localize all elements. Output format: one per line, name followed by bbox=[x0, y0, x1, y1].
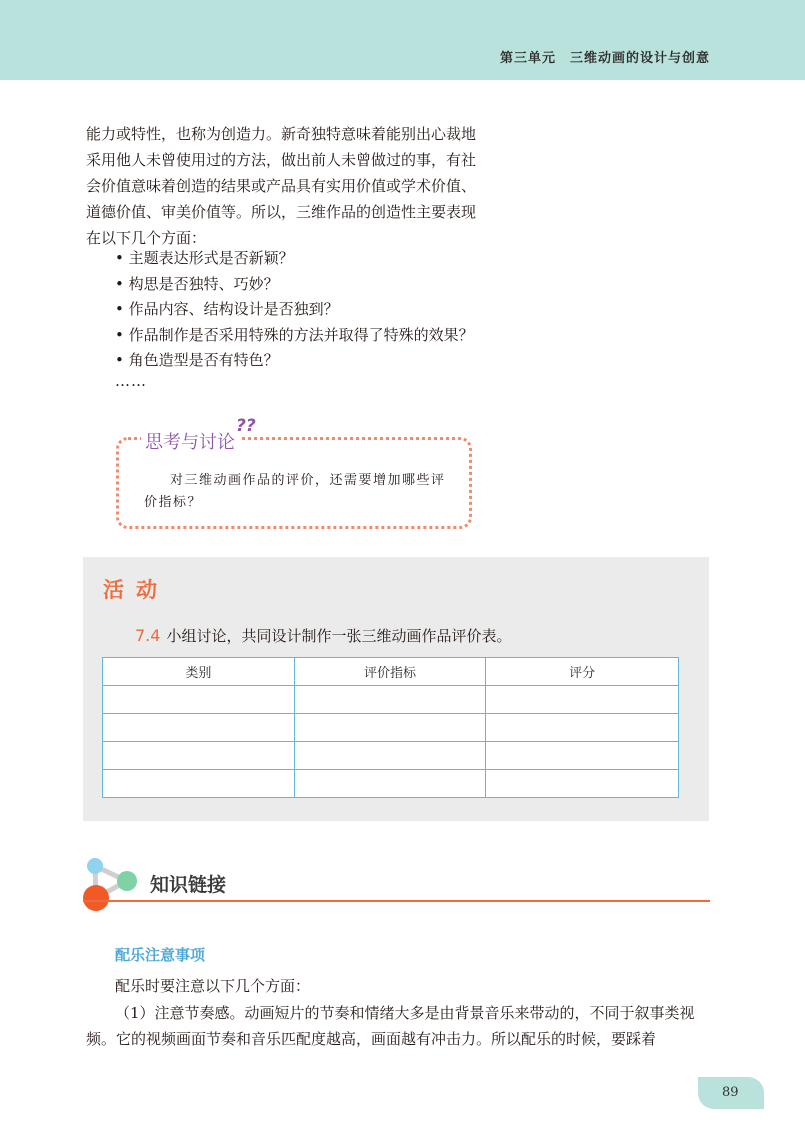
column-header: 评价指标 bbox=[294, 658, 486, 686]
unit-title: 第三单元 三维动画的设计与创意 bbox=[499, 51, 710, 66]
intro-paragraph bbox=[86, 121, 526, 251]
table-row bbox=[103, 686, 679, 714]
task-text: 小组讨论，共同设计制作一张三维动画作品评价表。 bbox=[166, 627, 512, 645]
paragraph: 配乐时要注意以下几个方面： bbox=[115, 977, 311, 995]
table-cell[interactable] bbox=[103, 742, 295, 770]
header-band bbox=[0, 0, 805, 80]
activity-task bbox=[135, 625, 511, 646]
activity-title: 活动 bbox=[103, 578, 169, 602]
table-cell[interactable] bbox=[103, 714, 295, 742]
table-header-row bbox=[103, 658, 679, 686]
question-marks-icon: ?? bbox=[236, 416, 256, 436]
intro-line: 采用他人未曾使用过的方法，做出前人未曾做过的事，有社 bbox=[86, 151, 477, 169]
table-cell[interactable] bbox=[486, 686, 679, 714]
section-subheading: 配乐注意事项 bbox=[115, 946, 206, 964]
knowledge-link-icon bbox=[80, 853, 142, 915]
page-number: 89 bbox=[722, 1085, 739, 1100]
table-cell[interactable] bbox=[294, 714, 486, 742]
column-header: 类别 bbox=[103, 658, 295, 686]
list-item: • 主题表达形式是否新颖？ bbox=[115, 246, 474, 272]
list-item: • 构思是否独特、巧妙？ bbox=[115, 272, 474, 298]
table-cell[interactable] bbox=[486, 742, 679, 770]
intro-line: 道德价值、审美价值等。所以，三维作品的创造性主要表现 bbox=[86, 203, 477, 221]
evaluation-table bbox=[102, 657, 679, 798]
criteria-list bbox=[115, 246, 474, 374]
intro-line: 能力或特性，也称为创造力。新奇独特意味着能别出心裁地 bbox=[86, 125, 477, 143]
list-item: • 角色造型是否有特色？ bbox=[115, 348, 474, 374]
divider bbox=[83, 900, 710, 902]
table-cell[interactable] bbox=[294, 686, 486, 714]
table-cell[interactable] bbox=[486, 770, 679, 798]
knowledge-link-title: 知识链接 bbox=[150, 874, 227, 896]
table-cell[interactable] bbox=[103, 770, 295, 798]
list-item: • 作品内容、结构设计是否独到？ bbox=[115, 297, 474, 323]
table-cell[interactable] bbox=[103, 686, 295, 714]
table-row bbox=[103, 714, 679, 742]
table-cell[interactable] bbox=[486, 714, 679, 742]
intro-line: 会价值意味着创造的结果或产品具有实用价值或学术价值、 bbox=[86, 177, 477, 195]
intro-line: 在以下几个方面： bbox=[86, 229, 207, 247]
table-row bbox=[103, 770, 679, 798]
paragraph: （1）注意节奏感。动画短片的节奏和情绪大多是由背景音乐来带动的，不同于叙事类视频。它的视频画面节奏和音乐匹配度越高，画面越有冲击力。所以配乐的时候，要踩着 bbox=[86, 1004, 695, 1048]
list-item: • 作品制作是否采用特殊的方法并取得了特殊的效果？ bbox=[115, 323, 474, 349]
think-discuss-title: 思考与讨论 bbox=[141, 428, 239, 454]
think-discuss-text: 对三维动画作品的评价，还需要增加哪些评价指标？ bbox=[144, 473, 446, 510]
table-cell[interactable] bbox=[294, 770, 486, 798]
table-row bbox=[103, 742, 679, 770]
ellipsis: …… bbox=[115, 372, 147, 390]
task-number: 7.4 bbox=[135, 626, 161, 645]
table-cell[interactable] bbox=[294, 742, 486, 770]
column-header: 评分 bbox=[486, 658, 679, 686]
